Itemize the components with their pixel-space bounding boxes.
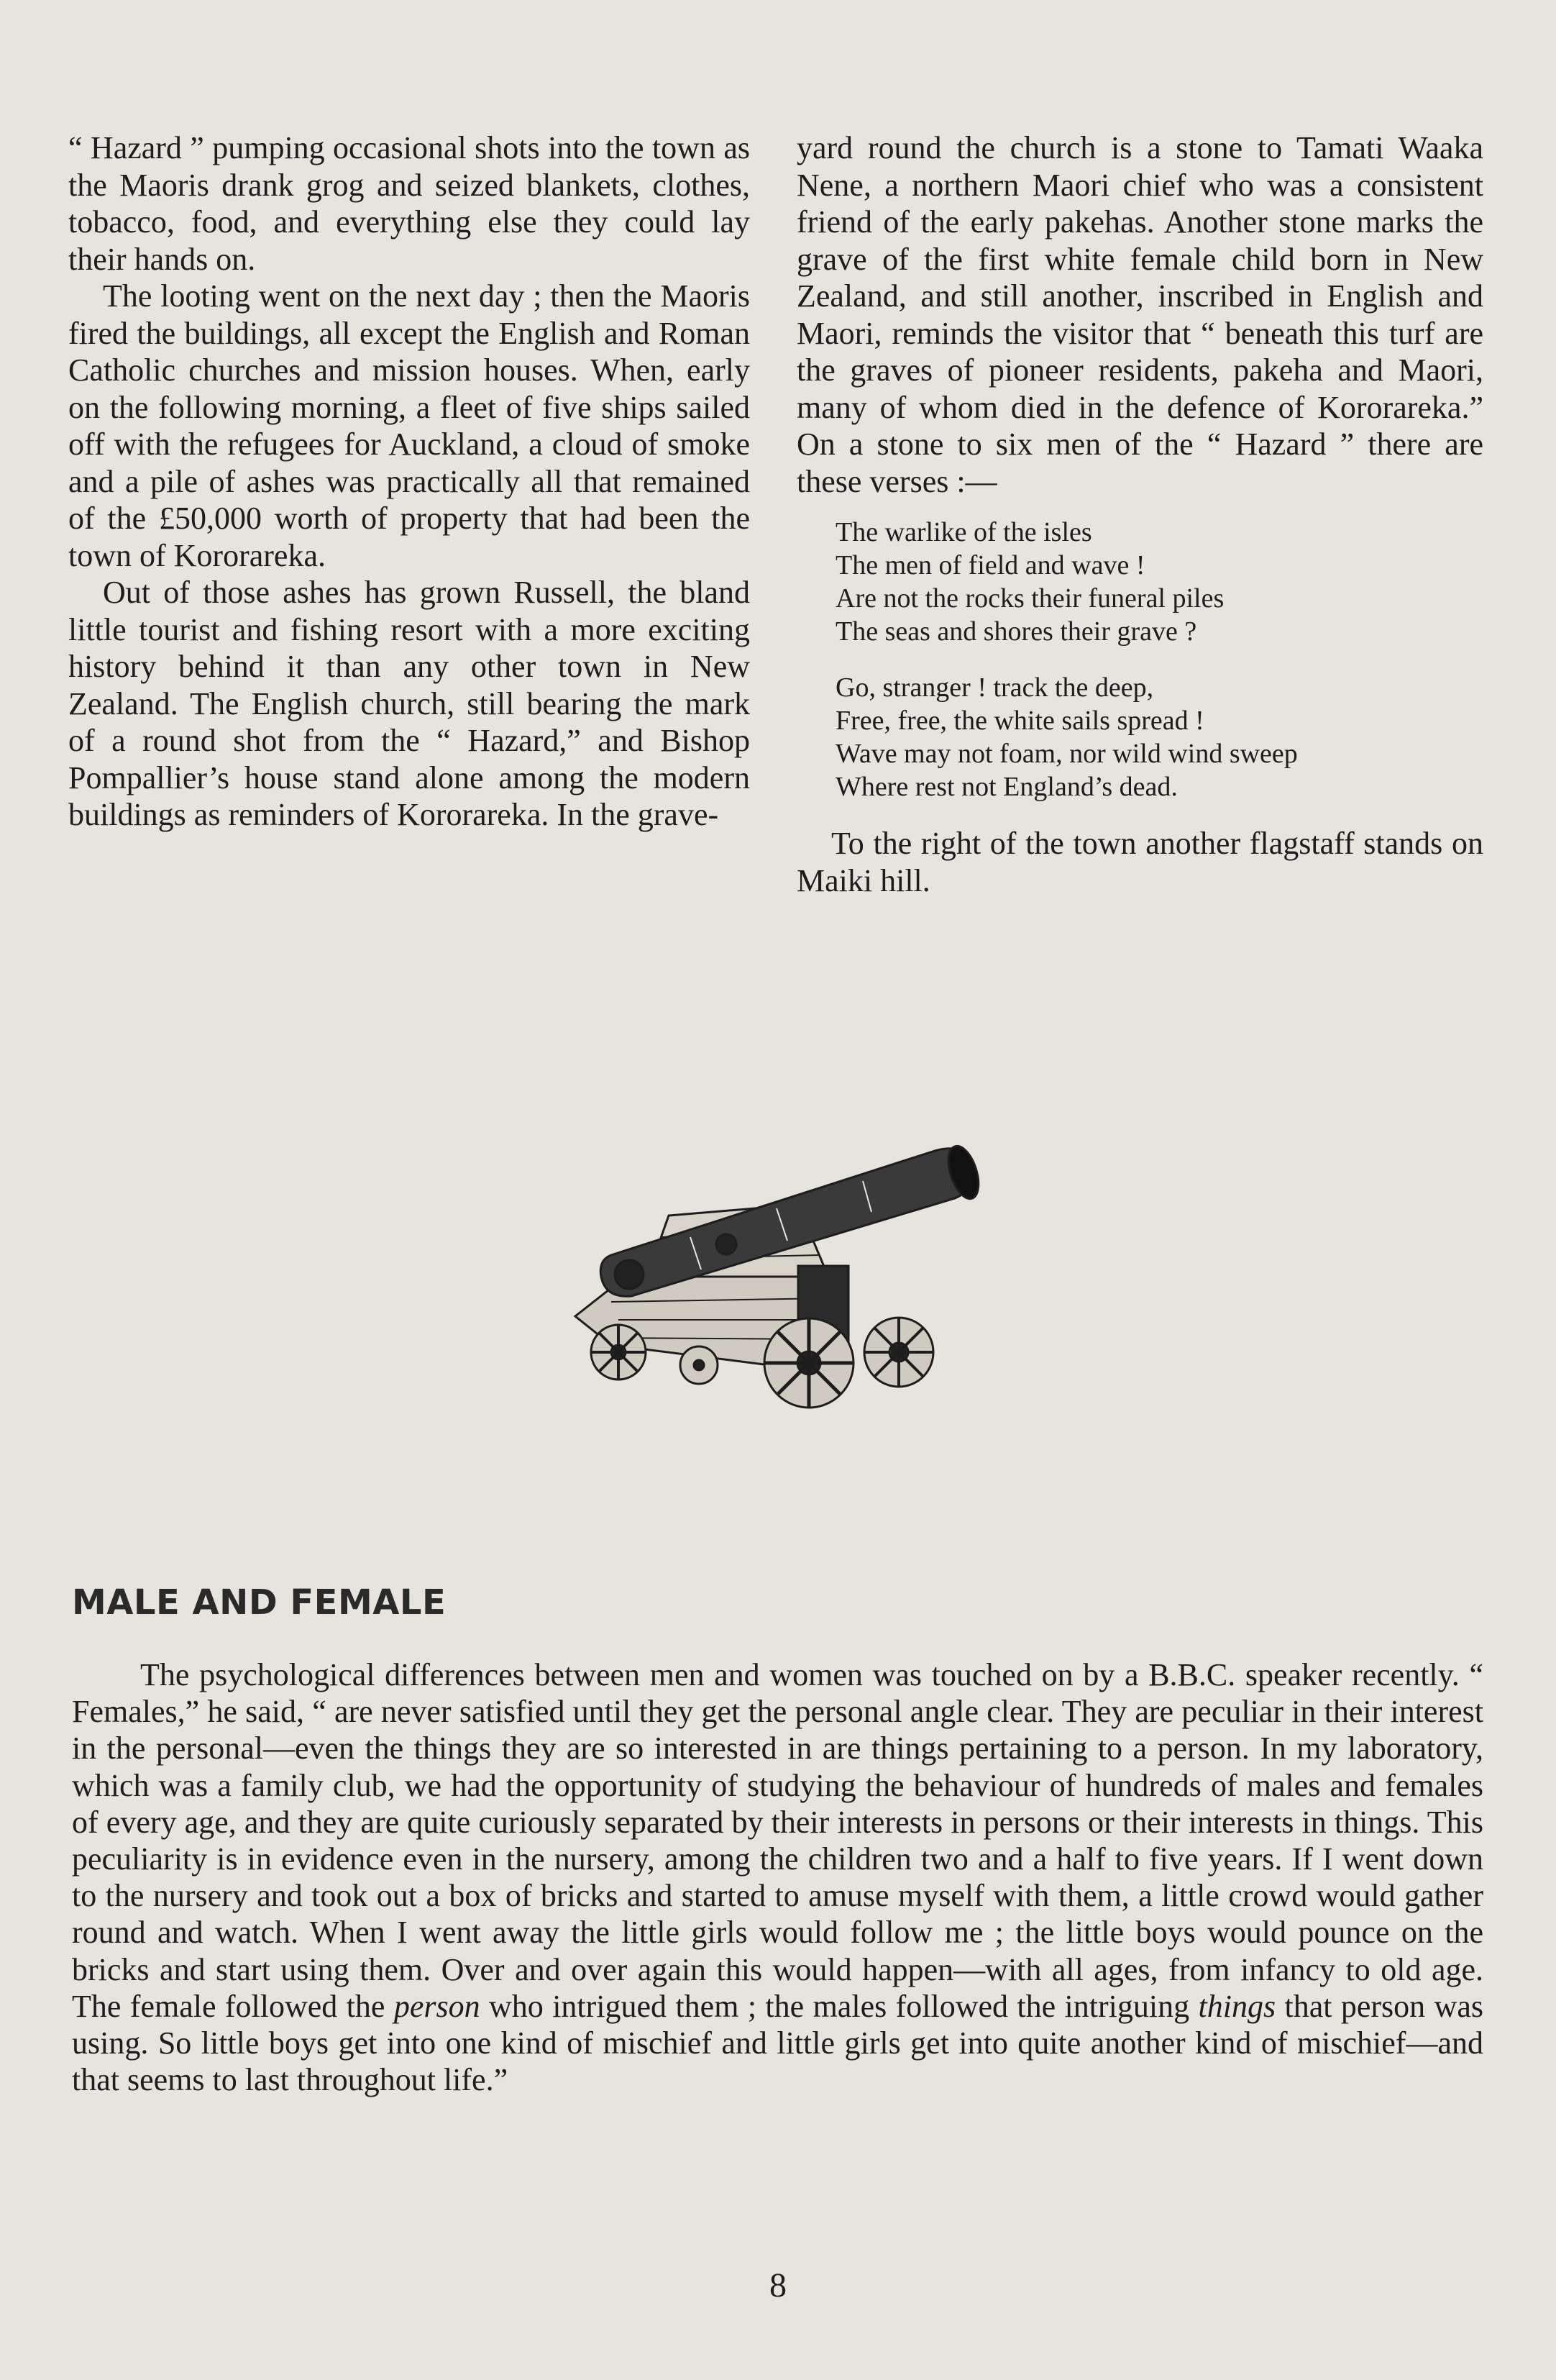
emphasis-person: person <box>393 1988 480 2024</box>
right-column <box>797 129 1483 899</box>
left-column <box>68 129 750 834</box>
cannon-icon <box>561 1136 999 1439</box>
verse-stanza-2 <box>836 671 1483 803</box>
verse-line: The men of field and wave ! <box>836 550 1145 580</box>
left-paragraph-2: The looting went on the next day ; then the Maoris fired the buildings, all except the English and Roman Catholic churches and mission houses. When, early on the following morning, a fleet of five ships sailed off with the refugees for Auckland, a cloud of smoke and a pile of ashes was practically all that remained of the £50,000 worth of property that had been the town of Kororareka. <box>68 278 750 573</box>
body-text-part-2: who intrigued them ; the males followed the intriguing <box>480 1988 1199 2024</box>
right-paragraph-1: yard round the church is a stone to Tamati Waaka Nene, a northern Maori chief who was a consistent friend of the early pakehas. Another stone marks the grave of the first white female child born in New Zealand, and still another, inscribed in English and Maori, reminds the visitor that “ beneath this turf are the graves of pioneer residents, pakeha and Maori, many of whom died in the defence of Kororareka.” On a stone to six men of the “ Hazard ” there are these verses :— <box>797 130 1483 499</box>
page-number: 8 <box>769 2266 787 2304</box>
verse-line: Are not the rocks their funeral piles <box>836 583 1225 614</box>
verse-line: Where rest not England’s dead. <box>836 772 1178 802</box>
memorial-verse <box>836 516 1483 803</box>
verse-line: Go, stranger ! track the deep, <box>836 672 1154 703</box>
verse-line: The warlike of the isles <box>836 517 1092 547</box>
emphasis-things: things <box>1198 1988 1276 2024</box>
verse-line: Free, free, the white sails spread ! <box>836 706 1204 736</box>
right-paragraph-2: To the right of the town another flagstaff stands on Maiki hill. <box>797 826 1483 898</box>
section-title: MALE AND FEMALE <box>72 1582 447 1623</box>
left-paragraph-3: Out of those ashes has grown Russell, the bland little tourist and fishing resort with a more exciting history behind it than any other town in New Zealand. The English church, still bearing the mark of a round shot from the “ Hazard,” and Bishop Pompallier’s house stand alone among the modern buildings as reminders of Kororareka. In the grave- <box>68 575 750 832</box>
body-text-part-3: that person was using. So little boys get into one kind of mischief and little girls get into quite another kind of mischief—and that seems to last throughout life.” <box>72 1988 1483 2098</box>
section-body <box>72 1656 1483 2098</box>
verse-line: The seas and shores their grave ? <box>836 616 1197 647</box>
left-paragraph-1: “ Hazard ” pumping occasional shots into the town as the Maoris drank grog and seized blankets, clothes, tobacco, food, and everything else they could lay their hands on. <box>68 130 750 277</box>
verse-stanza-1 <box>836 516 1483 648</box>
body-text-part-1: The psychological differences between men and women was touched on by a B.B.C. speaker recently. “ Females,” he said, “ are never satisfied until they get the personal angle clear. They are peculiar in their interest in the personal—even the things they are so interested in are things pertaining to a person. In my laboratory, which was a family club, we had the opportunity of studying the behaviour of hundreds of males and females of every age, and they are quite curiously separated by their interests in persons or their interests in things. This peculiarity is in evidence even in the nursery, among the children two and a half to five years. If I went down to the nursery and took out a box of bricks and started to amuse myself with them, a little crowd would gather round and watch. When I went away the little girls would follow me ; the little boys would pounce on the bricks and start using them. Over and over again this would happen—with all ages, from infancy to old age. The female followed the <box>72 1657 1483 2024</box>
verse-line: Wave may not foam, nor wild wind sweep <box>836 739 1298 769</box>
